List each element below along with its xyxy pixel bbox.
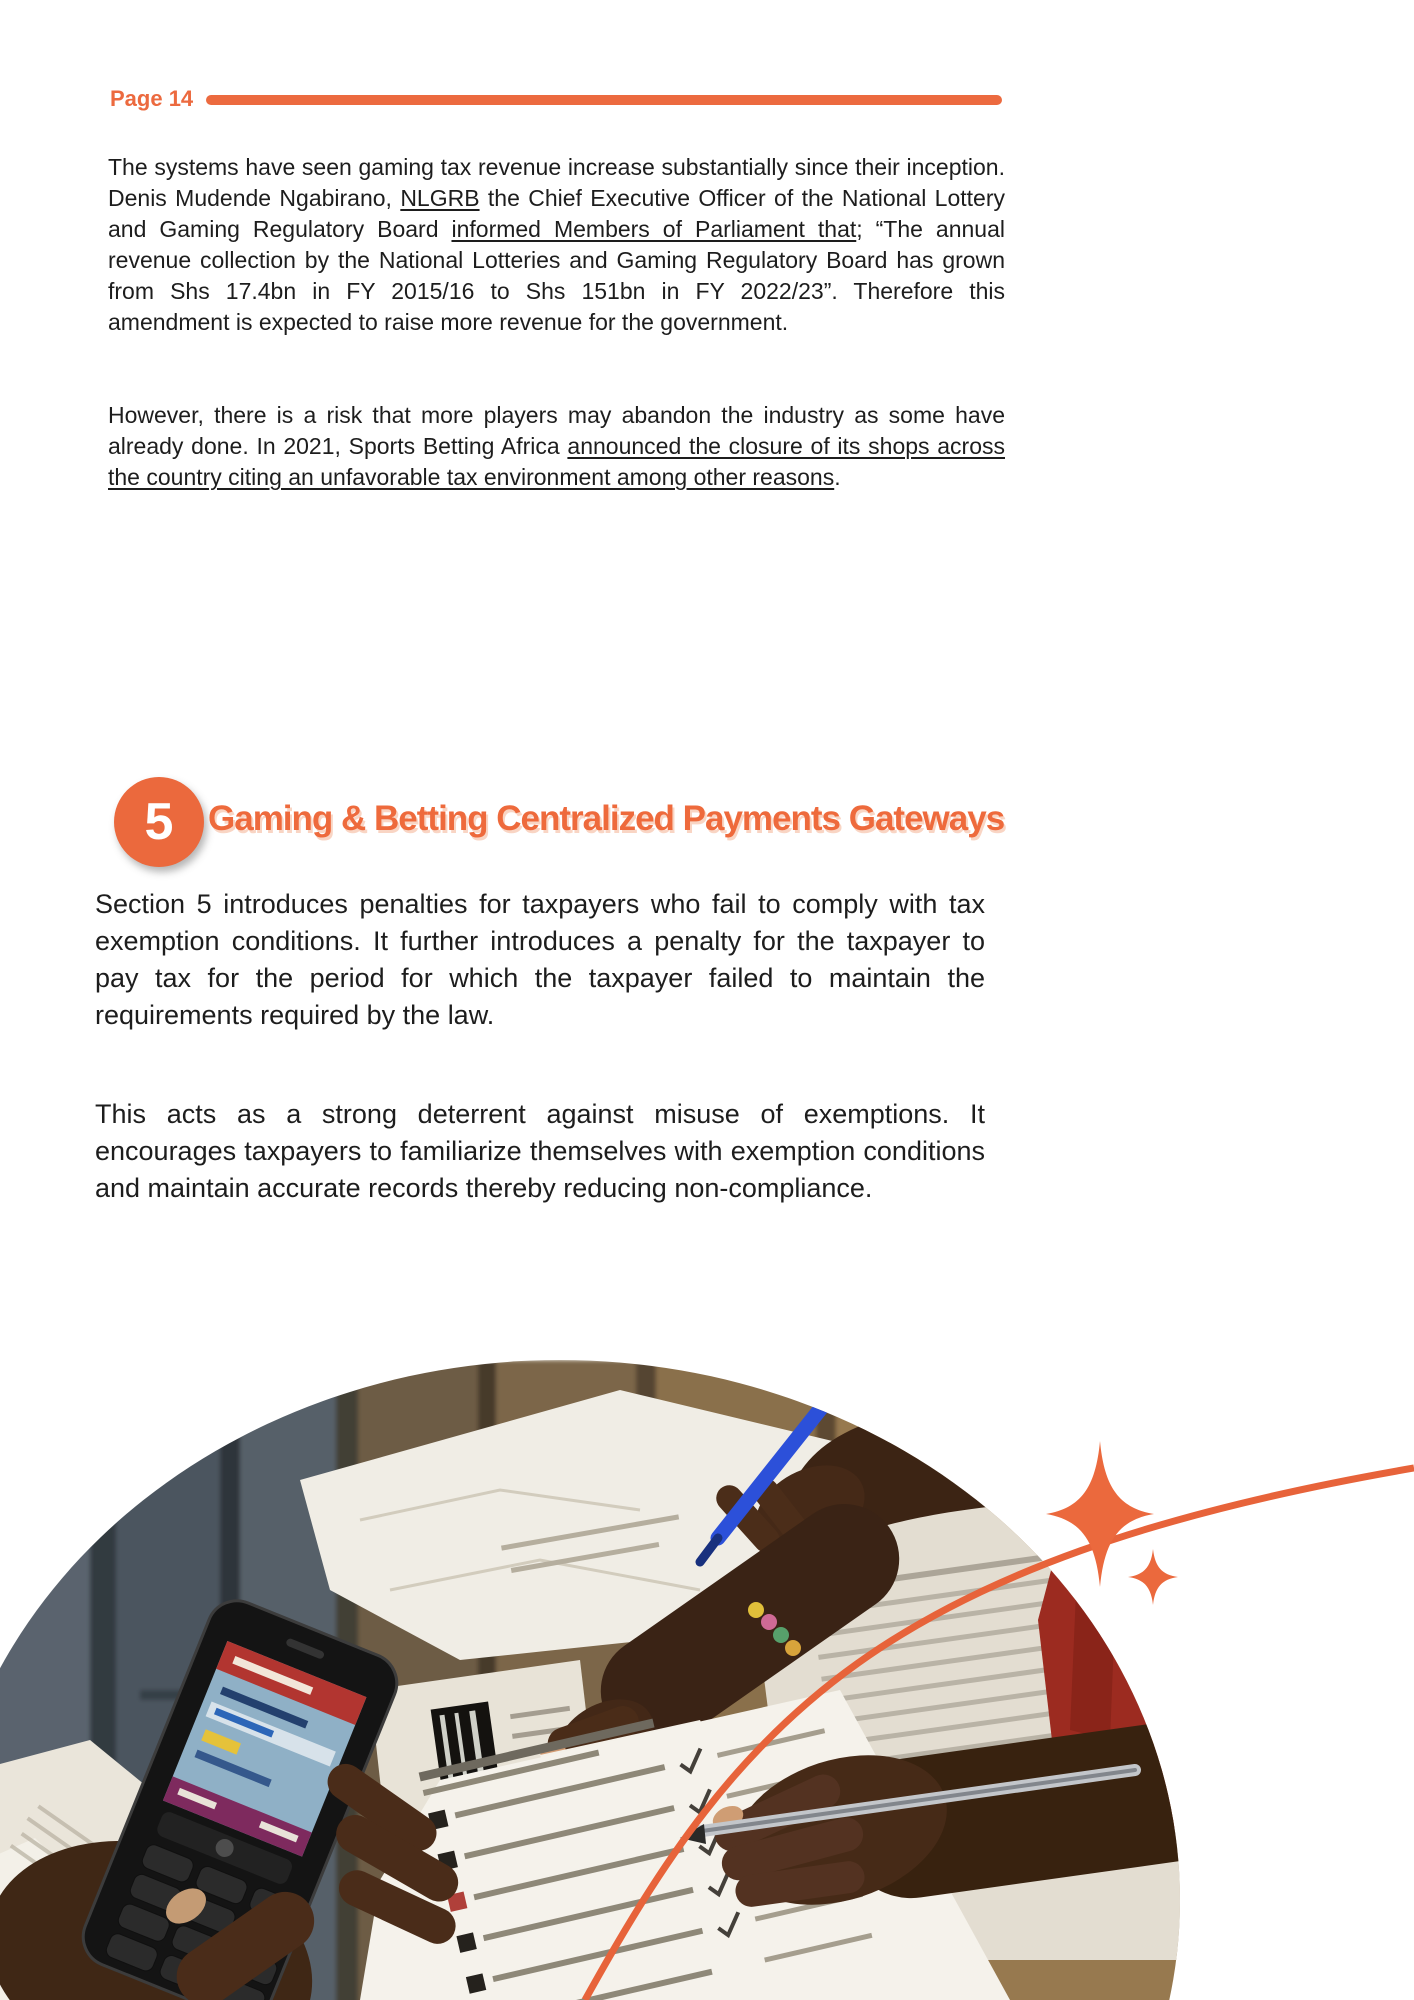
paragraph-gaming-tax-revenue bbox=[108, 152, 1005, 338]
link-nlgrb[interactable]: NLGRB bbox=[400, 185, 480, 211]
section-number: 5 bbox=[144, 793, 174, 851]
paragraph-text: However, there is a risk that more players may abandon the industry as some have already done. In 2021, Sports Betting Africa bbox=[108, 402, 1005, 459]
gold-bangle bbox=[975, 1402, 1025, 1495]
paragraph-section5-deterrent: This acts as a strong deterrent against misuse of exemptions. It encourages taxpayers to familiarize themselves with exemption conditions and maintain accurate records thereby reducing non-compliance. bbox=[95, 1099, 985, 1203]
paragraph-text: ; “The annual revenue collection by the National Lotteries and Gaming Regulatory Board has grown from Shs 17.4bn in FY 2015/16 to Shs 151bn in FY 2022/23”. Therefore this amendment is expected to raise more revenue for the government. bbox=[108, 216, 1005, 335]
link-sba-closure[interactable]: announced the closure of its shops across the country citing an unfavorable tax environment among other reasons bbox=[108, 433, 1005, 490]
header-rule-line bbox=[206, 95, 1002, 105]
paragraph-section5-penalties: Section 5 introduces penalties for taxpayers who fail to comply with tax exemption conditions. It further introduces a penalty for the taxpayer to pay tax for the period for which the taxpayer failed to maintain the requirements required by the law. bbox=[95, 889, 985, 1030]
section-title: Gaming & Betting Centralized Payments Gateways bbox=[208, 799, 1005, 838]
sparkle-icon-large bbox=[1046, 1441, 1154, 1587]
paragraph-industry-risk bbox=[108, 400, 1005, 493]
section-number-badge bbox=[114, 777, 204, 867]
sparkle-icon-small bbox=[1128, 1549, 1178, 1605]
paragraph-text: The systems have seen gaming tax revenue increase substantially since their inception. Denis Mudende Ngabirano, bbox=[108, 154, 1005, 211]
betting-photo-illustration bbox=[0, 1360, 1180, 2000]
paragraph-text: the Chief Executive Officer of the National Lottery and Gaming Regulatory Board bbox=[108, 185, 1005, 242]
page-number-label: Page 14 bbox=[110, 86, 194, 111]
link-informed-parliament[interactable]: informed Members of Parliament that bbox=[451, 216, 857, 242]
photo-betting-shop-scene bbox=[0, 1360, 1180, 2000]
paragraph-text: . bbox=[834, 464, 841, 490]
